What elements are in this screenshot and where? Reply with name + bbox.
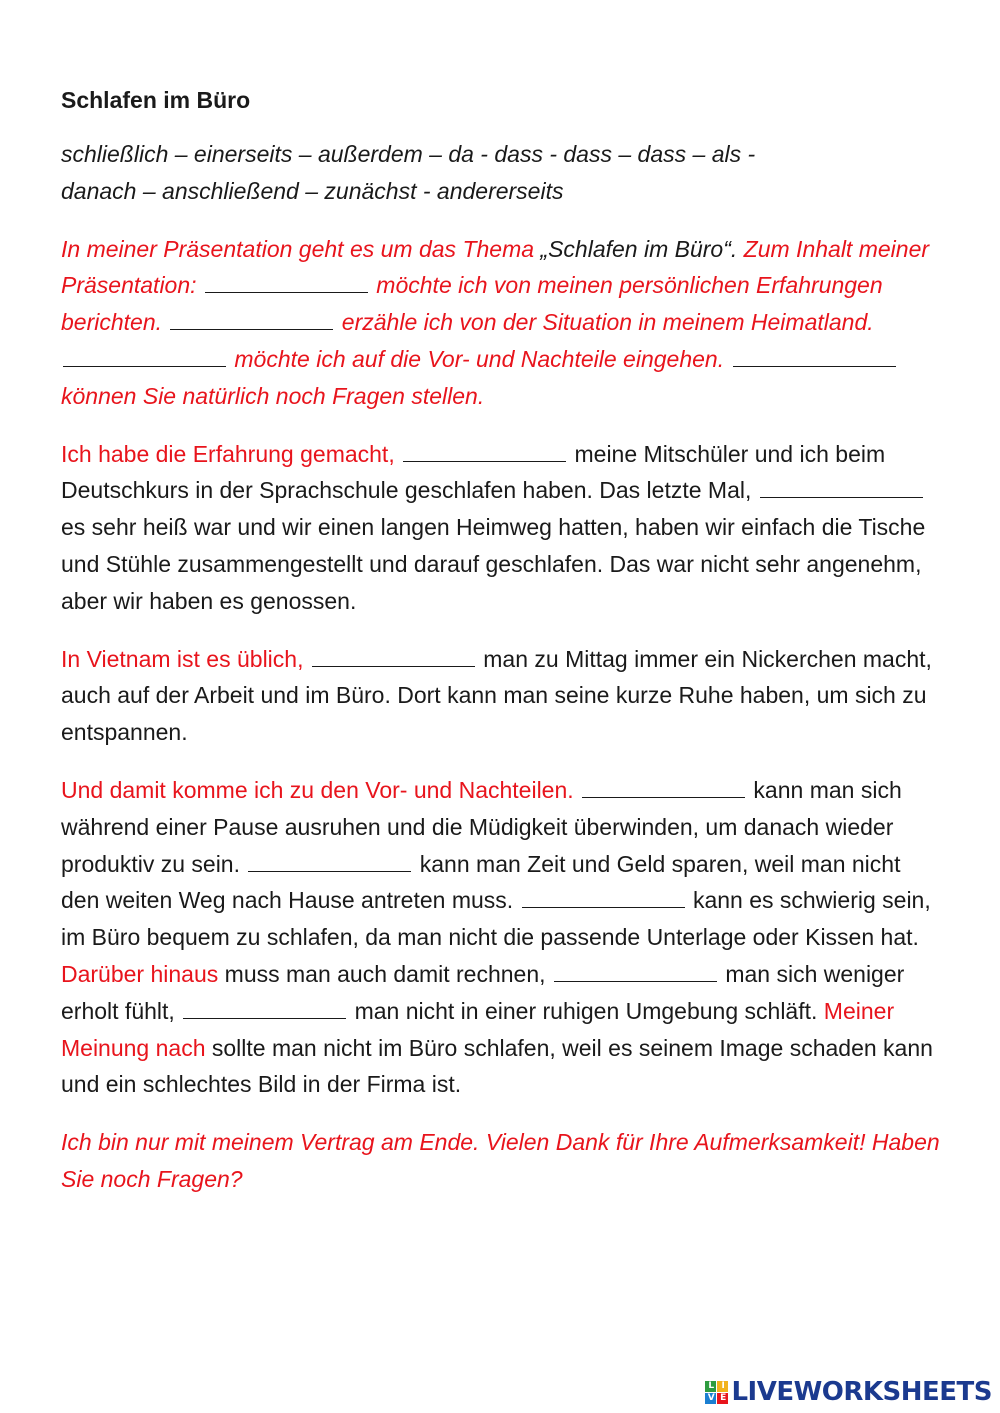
blank-input[interactable] (522, 883, 685, 908)
blank-input[interactable] (248, 847, 411, 872)
logo-text: LIVEWORKSHEETS (731, 1377, 992, 1407)
blank-input[interactable] (170, 305, 333, 330)
blank-input[interactable] (760, 473, 923, 498)
blank-input[interactable] (554, 957, 717, 982)
liveworksheets-logo-icon: L I V E (705, 1381, 728, 1404)
proscons-paragraph: Und damit komme ich zu den Vor- und Nachteilen. kann man sich während einer Pause ausruhen und die Müdigkeit überwinden, um danach wieder produktiv zu sein. kann man Zeit und Geld sparen, weil man nicht den weiten Weg nach Hause antreten muss. kann es schwierig sein, im Büro bequem zu schlafen, da man nicht die passende Unterlage oder Kissen hat. Darüber hinaus muss man auch damit rechnen, man sich weniger erholt fühlt, man nicht in einer ruhigen Umgebung schläft. Meiner Meinung nach sollte man nicht im Büro schlafen, weil es seinem Image schaden kann und ein schlechtes Bild in der Firma ist. (61, 772, 941, 1103)
closing-paragraph: Ich bin nur mit meinem Vertrag am Ende. Vielen Dank für Ihre Aufmerksamkeit! Haben Sie noch Fragen? (61, 1129, 940, 1192)
page-title: Schlafen im Büro (61, 87, 251, 113)
liveworksheets-logo[interactable] (705, 1377, 992, 1407)
word-bank (61, 136, 941, 210)
blank-input[interactable] (403, 437, 566, 462)
vietnam-paragraph: In Vietnam ist es üblich, man zu Mittag immer ein Nickerchen macht, auch auf der Arbeit und im Büro. Dort kann man seine kurze Ruhe haben, um sich zu entspannen. (61, 641, 941, 751)
word-bank-line: danach – anschließend – zunächst - andererseits (61, 177, 564, 204)
blank-input[interactable] (733, 342, 896, 367)
blank-input[interactable] (582, 773, 745, 798)
blank-input[interactable] (312, 642, 475, 667)
word-bank-line: schließlich – einerseits – außerdem – da - dass - dass – dass – als - (61, 141, 756, 167)
experience-paragraph: Ich habe die Erfahrung gemacht, meine Mitschüler und ich beim Deutschkurs in der Sprachschule geschlafen haben. Das letzte Mal, es sehr heiß war und wir einen langen Heimweg hatten, haben wir einfach die Tische und Stühle zusammengestellt und darauf geschlafen. Das war nicht sehr angenehm, aber wir haben es genossen. (61, 436, 941, 620)
blank-input[interactable] (205, 268, 368, 293)
worksheet (61, 82, 941, 1219)
blank-input[interactable] (63, 342, 226, 367)
blank-input[interactable] (183, 994, 346, 1019)
intro-paragraph: In meiner Präsentation geht es um das Thema „Schlafen im Büro“. Zum Inhalt meiner Präsentation: möchte ich von meinen persönlichen Erfahrungen berichten. erzähle ich von der Situation in meinem Heimatland. möchte ich auf die Vor- und Nachteile eingehen. können Sie natürlich noch Fragen stellen. (61, 235, 930, 409)
